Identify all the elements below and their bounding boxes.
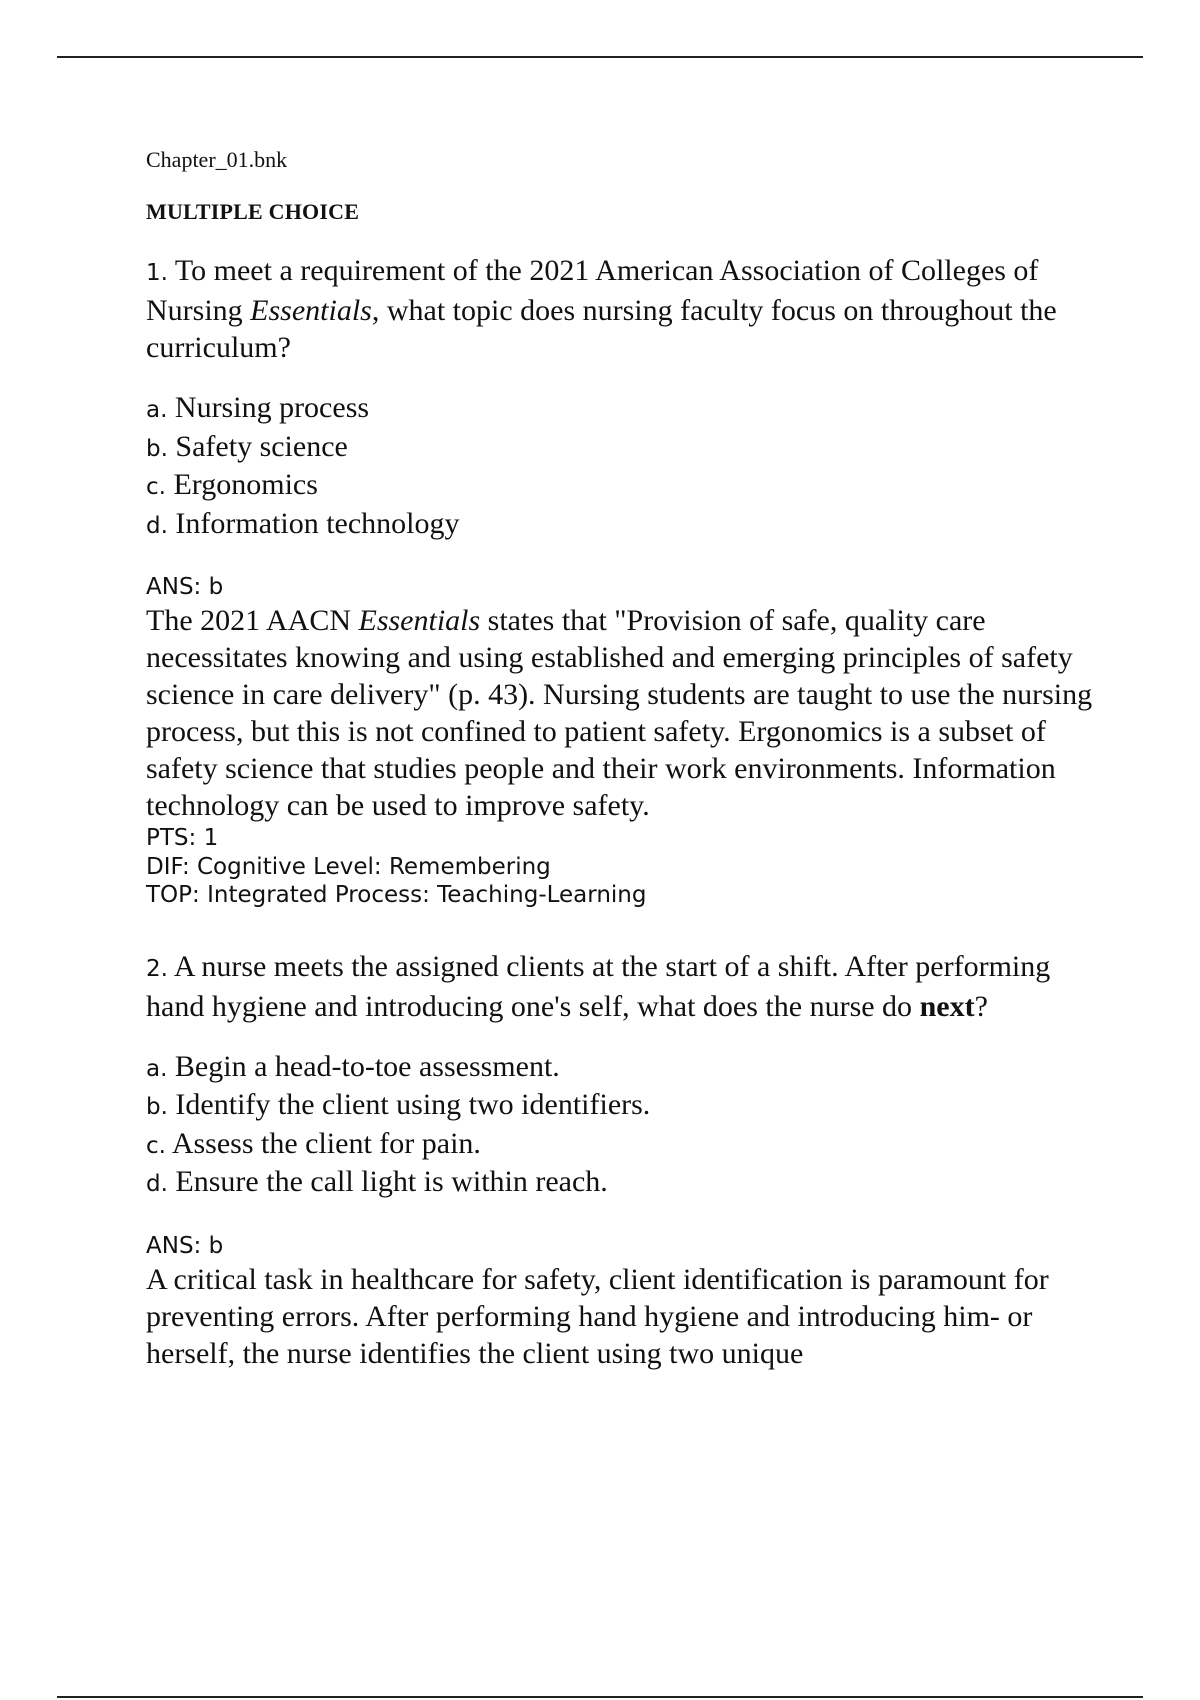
top-rule xyxy=(57,56,1143,58)
answer-options xyxy=(146,1049,1106,1203)
option-text: Ergonomics xyxy=(173,468,318,501)
stem-bold: next xyxy=(919,989,975,1023)
option-letter: a. xyxy=(146,1055,168,1082)
topic: TOP: Integrated Process: Teaching-Learning xyxy=(146,882,647,908)
answer-key: ANS: b xyxy=(146,574,224,600)
rationale-italic: Essentials xyxy=(358,604,481,637)
rationale-text: states that "Provision of safe, quality care necessitates knowing and using established and emerging principles of safety science in care delivery" (p. 43). Nursing students are taught to use the nursing process, but this is not confined to patient safety. Ergonomics is a subset of safety science that studies people and their work environments. Information technology can be used to improve safety. xyxy=(146,604,1093,822)
option-d xyxy=(146,506,1106,545)
stem-italic: Essentials xyxy=(250,294,372,327)
option-letter: b. xyxy=(146,1094,168,1120)
option-c xyxy=(146,467,1106,506)
option-text: Ensure the call light is within reach. xyxy=(175,1165,608,1198)
question-stem xyxy=(146,252,1106,366)
option-text: Information technology xyxy=(175,506,460,540)
question-1 xyxy=(146,252,1106,910)
difficulty: DIF: Cognitive Level: Remembering xyxy=(146,853,551,880)
option-text: Nursing process xyxy=(174,391,370,424)
option-letter: d. xyxy=(146,512,168,539)
option-text: Assess the client for pain. xyxy=(171,1126,481,1160)
question-stem xyxy=(146,948,1106,1025)
answer-options xyxy=(146,390,1106,544)
question-2 xyxy=(146,948,1106,1372)
option-letter: c. xyxy=(146,474,166,500)
rationale-text: The 2021 AACN xyxy=(146,604,359,637)
document-page xyxy=(146,145,1106,1372)
answer-key: ANS: b xyxy=(146,1232,224,1259)
stem-text: ? xyxy=(974,989,988,1023)
stem-text: To meet a requirement of the 2021 American Association of Colleges of Nursing xyxy=(146,254,1039,327)
option-letter: d. xyxy=(146,1171,168,1197)
option-a xyxy=(146,1049,1106,1088)
option-b xyxy=(146,429,1106,468)
option-a xyxy=(146,390,1106,429)
option-letter: a. xyxy=(146,397,168,423)
option-text: Begin a head-to-toe assessment. xyxy=(174,1049,560,1083)
option-text: Safety science xyxy=(175,429,348,463)
option-letter: c. xyxy=(146,1132,166,1159)
rationale xyxy=(146,602,1106,824)
option-b xyxy=(146,1087,1106,1126)
question-number: 1. xyxy=(146,260,168,286)
option-d xyxy=(146,1164,1106,1203)
stem-text: A nurse meets the assigned clients at the start of a shift. After performing hand hygiene and introducing one's self, what does the nurse do xyxy=(146,949,1051,1023)
bottom-rule xyxy=(57,1696,1143,1698)
section-heading: MULTIPLE CHOICE xyxy=(146,199,360,224)
points: PTS: 1 xyxy=(146,825,219,851)
option-text: Identify the client using two identifiers. xyxy=(175,1088,651,1121)
question-number: 2. xyxy=(146,955,168,982)
rationale: A critical task in healthcare for safety, client identification is paramount for preventing errors. After performing hand hygiene and introducing him- or herself, the nurse identifies the client using two unique xyxy=(146,1262,1049,1370)
stem-text: , what topic does nursing faculty focus on throughout the curriculum? xyxy=(146,294,1057,364)
file-name: Chapter_01.bnk xyxy=(146,147,288,172)
option-letter: b. xyxy=(146,435,168,462)
option-c xyxy=(146,1126,1106,1165)
